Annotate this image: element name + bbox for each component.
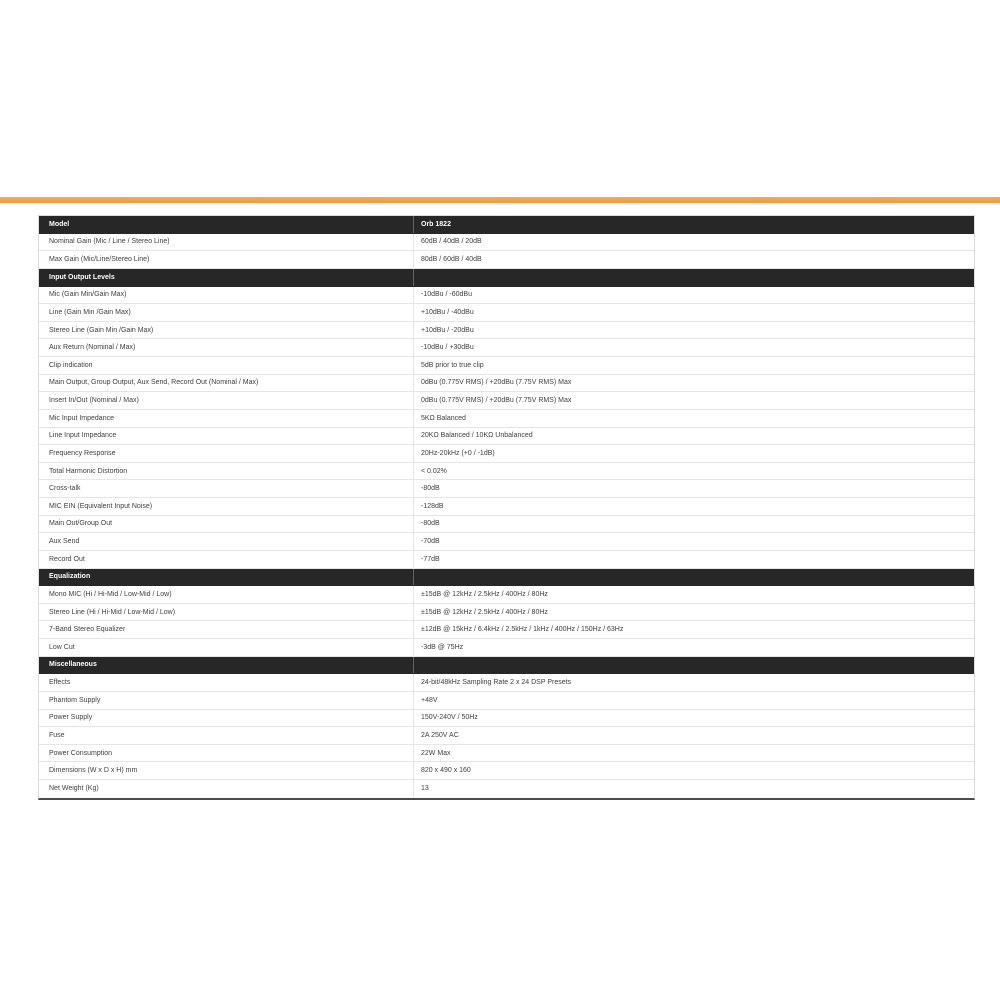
spec-value: 150V-240V / 50Hz — [413, 710, 974, 727]
spec-label: Mono MIC (Hi / Hi-Mid / Low-Mid / Low) — [49, 590, 172, 598]
spec-label: Line (Gain Min /Gain Max) — [49, 308, 131, 316]
spec-label: Max Gain (Mic/Line/Stereo Line) — [49, 256, 150, 264]
table-row — [39, 251, 974, 269]
spec-value: 0dBu (0.775V RMS) / +20dBu (7.75V RMS) Max — [413, 375, 974, 392]
table-row — [39, 516, 974, 534]
spec-value: -80dB — [413, 480, 974, 497]
spec-value: 2A 250V AC — [413, 727, 974, 744]
spec-label: Effects — [49, 679, 71, 687]
spec-value: -10dBu / +30dBu — [413, 339, 974, 356]
spec-value: -3dB @ 75Hz — [413, 639, 974, 656]
spec-label: Phantom Supply — [49, 696, 101, 704]
spec-value — [413, 657, 974, 674]
spec-value: Orb 1822 — [413, 216, 974, 233]
spec-label: Insert In/Out (Nominal / Max) — [49, 397, 139, 405]
spec-label: Low Cut — [49, 643, 75, 651]
spec-value: 0dBu (0.775V RMS) / +20dBu (7.75V RMS) Max — [413, 392, 974, 409]
table-row — [39, 745, 974, 763]
spec-label: Equalization — [49, 573, 91, 581]
spec-value — [413, 269, 974, 286]
spec-label: Main Output, Group Output, Aux Send, Record Out (Nominal / Max) — [49, 379, 259, 387]
spec-label: Model — [49, 220, 70, 228]
spec-value: -10dBu / -60dBu — [413, 287, 974, 304]
spec-label: Clip indication — [49, 361, 93, 369]
table-row — [39, 604, 974, 622]
spec-label: Input Output Levels — [49, 273, 115, 281]
section-header-row — [39, 569, 974, 587]
spec-label: Aux Return (Nominal / Max) — [49, 344, 136, 352]
spec-value: -70dB — [413, 533, 974, 550]
spec-value: ±12dB @ 15kHz / 6.4kHz / 2.5kHz / 1kHz / 400Hz / 150Hz / 63Hz — [413, 621, 974, 638]
spec-label: Dimensions (W x D x H) mm — [49, 767, 138, 775]
table-row — [39, 621, 974, 639]
spec-label: Nominal Gain (Mic / Line / Stereo Line) — [49, 238, 170, 246]
spec-table — [38, 215, 975, 800]
spec-label: MIC EIN (Equivalent Input Noise) — [49, 502, 153, 510]
spec-value: 20KΩ Balanced / 10KΩ Unbalanced — [413, 428, 974, 445]
table-row — [39, 463, 974, 481]
table-row — [39, 445, 974, 463]
spec-value: < 0.02% — [413, 463, 974, 480]
table-row — [39, 533, 974, 551]
spec-label: 7-Band Stereo Equalizer — [49, 626, 126, 634]
table-row — [39, 234, 974, 252]
spec-label: Main Out/Group Out — [49, 520, 113, 528]
spec-value: +10dBu / -40dBu — [413, 304, 974, 321]
spec-label: Mic (Gain Min/Gain Max) — [49, 291, 127, 299]
spec-value: 5KΩ Balanced — [413, 410, 974, 427]
spec-label: Aux Send — [49, 538, 80, 546]
table-row — [39, 322, 974, 340]
spec-value: 22W Max — [413, 745, 974, 762]
table-row — [39, 410, 974, 428]
spec-label: Line Input Impedance — [49, 432, 117, 440]
spec-value: ±15dB @ 12kHz / 2.5kHz / 400Hz / 80Hz — [413, 586, 974, 603]
table-row — [39, 710, 974, 728]
section-header-row — [39, 657, 974, 675]
table-row — [39, 727, 974, 745]
table-row — [39, 375, 974, 393]
accent-divider-bar — [0, 197, 1000, 203]
table-row — [39, 498, 974, 516]
table-row — [39, 339, 974, 357]
spec-value — [413, 569, 974, 586]
spec-label: Miscellaneous — [49, 661, 97, 669]
spec-value: 13 — [413, 780, 974, 798]
table-row — [39, 692, 974, 710]
spec-label: Cross-talk — [49, 485, 81, 493]
spec-label: Stereo Line (Gain Min /Gain Max) — [49, 326, 154, 334]
spec-label: Mic Input Impedance — [49, 414, 114, 422]
spec-value: 20Hz-20kHz (+0 / -1dB) — [413, 445, 974, 462]
table-row — [39, 357, 974, 375]
spec-value: -128dB — [413, 498, 974, 515]
table-row — [39, 480, 974, 498]
spec-label: Power Consumption — [49, 749, 113, 757]
spec-label: Total Harmonic Distortion — [49, 467, 128, 475]
spec-value: +48V — [413, 692, 974, 709]
spec-value: -80dB — [413, 516, 974, 533]
spec-label: Record Out — [49, 555, 85, 563]
table-row — [39, 674, 974, 692]
table-row — [39, 304, 974, 322]
table-row — [39, 551, 974, 569]
table-row — [39, 392, 974, 410]
spec-label: Net Weight (Kg) — [49, 785, 99, 793]
spec-label: Stereo Line (Hi / Hi-Mid / Low-Mid / Low) — [49, 608, 176, 616]
spec-value: 80dB / 60dB / 40dB — [413, 251, 974, 268]
spec-value: 60dB / 40dB / 20dB — [413, 234, 974, 251]
table-row — [39, 586, 974, 604]
spec-value: -77dB — [413, 551, 974, 568]
spec-label: Fuse — [49, 731, 65, 739]
spec-value: ±15dB @ 12kHz / 2.5kHz / 400Hz / 80Hz — [413, 604, 974, 621]
table-row — [39, 287, 974, 305]
table-row — [39, 639, 974, 657]
table-row — [39, 780, 974, 798]
section-header-row — [39, 269, 974, 287]
spec-value: +10dBu / -20dBu — [413, 322, 974, 339]
spec-label: Frequency Response — [49, 449, 116, 457]
spec-label: Power Supply — [49, 714, 93, 722]
spec-value: 5dB prior to true clip — [413, 357, 974, 374]
spec-value: 24-bit/48kHz Sampling Rate 2 x 24 DSP Presets — [413, 674, 974, 691]
spec-value: 820 x 490 x 160 — [413, 762, 974, 779]
table-header-row — [39, 216, 974, 234]
table-row — [39, 762, 974, 780]
table-row — [39, 428, 974, 446]
